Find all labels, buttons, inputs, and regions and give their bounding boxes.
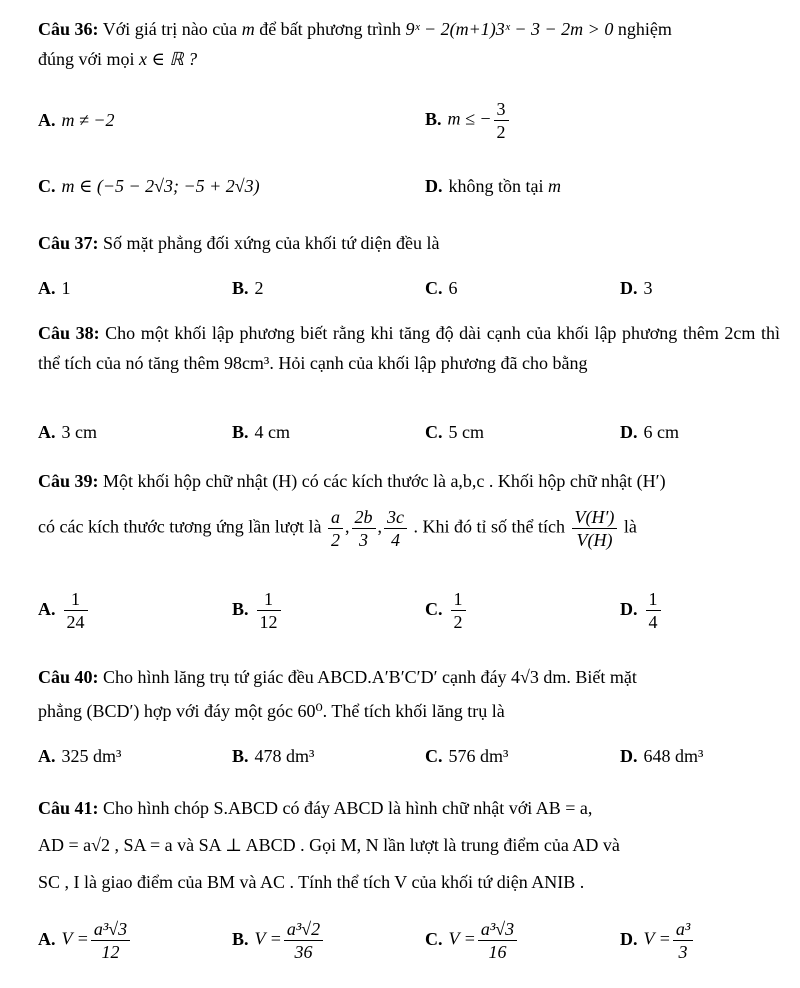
option-a[interactable]	[38, 918, 132, 963]
option-key: D.	[620, 746, 638, 766]
fraction	[352, 506, 376, 551]
question-text: . Khi đó tỉ số thể tích	[413, 516, 565, 537]
option-c[interactable]	[38, 176, 260, 197]
option-key: A.	[38, 422, 56, 442]
option-key: C.	[425, 746, 443, 766]
fraction	[284, 918, 323, 963]
option-text: 4 cm	[254, 422, 291, 442]
option-text: 1	[61, 278, 71, 298]
numerator: a³√2	[284, 918, 323, 941]
question-label: Câu 40:	[38, 667, 99, 687]
option-key: C.	[38, 176, 56, 196]
option-key: C.	[425, 928, 443, 949]
option-text: 478 dm³	[254, 746, 315, 766]
denominator: 2	[331, 530, 340, 550]
option-d[interactable]	[620, 422, 679, 443]
option-b[interactable]	[232, 746, 314, 767]
denominator: 12	[101, 942, 120, 962]
option-b[interactable]	[232, 278, 264, 299]
numerator: a³√3	[91, 918, 130, 941]
question-text: SC , I là giao điểm của BM và AC . Tính thể tích V của khối tứ diện ANIB .	[38, 872, 585, 892]
numerator: a³	[673, 918, 693, 941]
option-d[interactable]	[425, 176, 561, 197]
question-text: Số mặt phẳng đối xứng của khối tứ diện đều là	[103, 233, 440, 253]
question-41	[38, 790, 780, 901]
question-label: Câu 37:	[38, 233, 99, 253]
option-text: 6	[448, 278, 458, 298]
question-label: Câu 39:	[38, 471, 99, 491]
numerator: 2b	[352, 506, 376, 529]
option-key: B.	[232, 746, 249, 766]
fraction	[673, 918, 693, 963]
denominator: 16	[488, 942, 507, 962]
option-key: B.	[232, 422, 249, 442]
question-37	[38, 228, 780, 258]
option-d[interactable]	[620, 746, 703, 767]
fraction	[64, 588, 88, 633]
fraction	[494, 98, 509, 143]
option-b[interactable]	[232, 918, 325, 963]
question-text: Cho hình lăng trụ tứ giác đều ABCD.A′B′C′D′ cạnh đáy 4√3 dm. Biết mặt	[103, 667, 637, 687]
option-key: B.	[232, 598, 249, 619]
option-key: D.	[620, 278, 638, 298]
question-text: đúng với mọi	[38, 49, 135, 69]
option-key: C.	[425, 598, 443, 619]
numerator: a³√3	[478, 918, 517, 941]
option-key: B.	[425, 108, 442, 129]
question-text: Cho một khối lập phương biết rằng khi tăng độ dài cạnh của khối lập phương thêm 2cm thì thể tích của nó tăng thêm 98cm³. Hỏi cạnh của khối lập phương đã cho bằng	[38, 323, 780, 373]
option-c[interactable]	[425, 746, 508, 767]
option-a[interactable]	[38, 422, 97, 443]
option-key: A.	[38, 278, 56, 298]
option-a[interactable]	[38, 746, 121, 767]
option-key: D.	[620, 422, 638, 442]
fraction	[451, 588, 466, 633]
option-lhs: V =	[61, 928, 89, 949]
option-text: 576 dm³	[448, 746, 509, 766]
option-key: B.	[232, 278, 249, 298]
question-36	[38, 14, 780, 74]
option-text: m ≤ −	[447, 108, 492, 129]
question-text: nghiệm	[617, 19, 672, 39]
option-lhs: V =	[448, 928, 476, 949]
question-text: có các kích thước tương ứng lần lượt là	[38, 516, 322, 537]
question-39	[38, 466, 780, 496]
question-label: Câu 36:	[38, 19, 99, 39]
question-text: phẳng (BCD′) hợp với đáy một góc 60⁰. Thể tích khối lăng trụ là	[38, 701, 505, 721]
option-text: 325 dm³	[61, 746, 122, 766]
fraction	[257, 588, 281, 633]
var-m: m	[241, 19, 255, 39]
option-key: D.	[425, 176, 443, 196]
numerator: 3	[494, 98, 509, 121]
question-label: Câu 38:	[38, 323, 100, 343]
question-38	[38, 318, 780, 378]
question-text: Một khối hộp chữ nhật (H) có các kích thước là a,b,c . Khối hộp chữ nhật (H′)	[103, 471, 666, 491]
option-key: B.	[232, 928, 249, 949]
numerator: 1	[64, 588, 88, 611]
denominator: 3	[359, 530, 368, 550]
question-text: AD = a√2 , SA = a và SA ⊥ ABCD . Gọi M, N lần lượt là trung điểm của AD và	[38, 835, 620, 855]
option-text: 3 cm	[61, 422, 97, 442]
question-text: là	[623, 516, 637, 537]
option-b[interactable]	[232, 588, 283, 633]
option-key: D.	[620, 928, 638, 949]
option-c[interactable]	[425, 278, 458, 299]
option-text: 3	[643, 278, 653, 298]
option-lhs: V =	[254, 928, 282, 949]
option-b[interactable]	[425, 98, 511, 143]
volume-ratio	[572, 506, 618, 551]
option-text: 648 dm³	[643, 746, 704, 766]
option-d[interactable]	[620, 918, 695, 963]
denominator: 4	[648, 612, 658, 632]
option-text: 5 cm	[448, 422, 484, 442]
question-label: Câu 41:	[38, 798, 99, 818]
option-key: D.	[620, 598, 638, 619]
option-d[interactable]	[620, 588, 663, 633]
denominator: 4	[391, 530, 400, 550]
option-text: 2	[254, 278, 264, 298]
denominator: 2	[496, 122, 506, 142]
option-a[interactable]	[38, 278, 71, 299]
denominator: V(H)	[576, 530, 613, 550]
fraction	[384, 506, 407, 551]
option-text: m ∈ (−5 − 2√3; −5 + 2√3)	[61, 176, 260, 196]
denominator: 3	[678, 942, 688, 962]
option-key: A.	[38, 928, 56, 949]
option-key: A.	[38, 746, 56, 766]
condition-expression: x ∈ ℝ ?	[139, 49, 198, 69]
option-c[interactable]	[425, 422, 484, 443]
option-b[interactable]	[232, 422, 290, 443]
option-key: C.	[425, 422, 443, 442]
numerator: 1	[646, 588, 661, 611]
denominator: 36	[294, 942, 313, 962]
var-m: m	[548, 176, 561, 196]
inequality-expression: 9ˣ − 2(m+1)3ˣ − 3 − 2m > 0	[405, 19, 614, 39]
question-text: Cho hình chóp S.ABCD có đáy ABCD là hình chữ nhật với AB = a,	[103, 798, 593, 818]
denominator: 2	[453, 612, 463, 632]
fraction	[328, 506, 343, 551]
option-a[interactable]	[38, 110, 115, 131]
numerator: a	[328, 506, 343, 529]
question-text: Với giá trị nào của	[102, 19, 238, 39]
numerator: 1	[257, 588, 281, 611]
option-text: m ≠ −2	[61, 110, 115, 130]
fraction	[478, 918, 517, 963]
numerator: V(H′)	[572, 506, 618, 529]
numerator: 3c	[384, 506, 407, 529]
denominator: 24	[66, 612, 85, 632]
option-key: A.	[38, 598, 56, 619]
question-text: để bất phương trình	[259, 19, 401, 39]
fraction	[91, 918, 130, 963]
option-text: 6 cm	[643, 422, 679, 442]
fraction	[646, 588, 661, 633]
question-39-line2: có các kích thước tương ứng lần lượt là $\frac{a}{2}$ , $\frac{2b}{3}$ , $\frac{3c}{4}$ . Khi đó tỉ số thể tích $\frac{V(H')}{V(H)}$ là	[38, 507, 637, 550]
option-text: không tồn tại	[448, 176, 544, 196]
option-lhs: V =	[643, 928, 671, 949]
option-a[interactable]	[38, 588, 90, 633]
question-40	[38, 660, 780, 728]
option-c[interactable]	[425, 588, 468, 633]
option-d[interactable]	[620, 278, 653, 299]
numerator: 1	[451, 588, 466, 611]
option-c[interactable]	[425, 918, 519, 963]
option-key: C.	[425, 278, 443, 298]
option-key: A.	[38, 110, 56, 130]
denominator: 12	[259, 612, 278, 632]
